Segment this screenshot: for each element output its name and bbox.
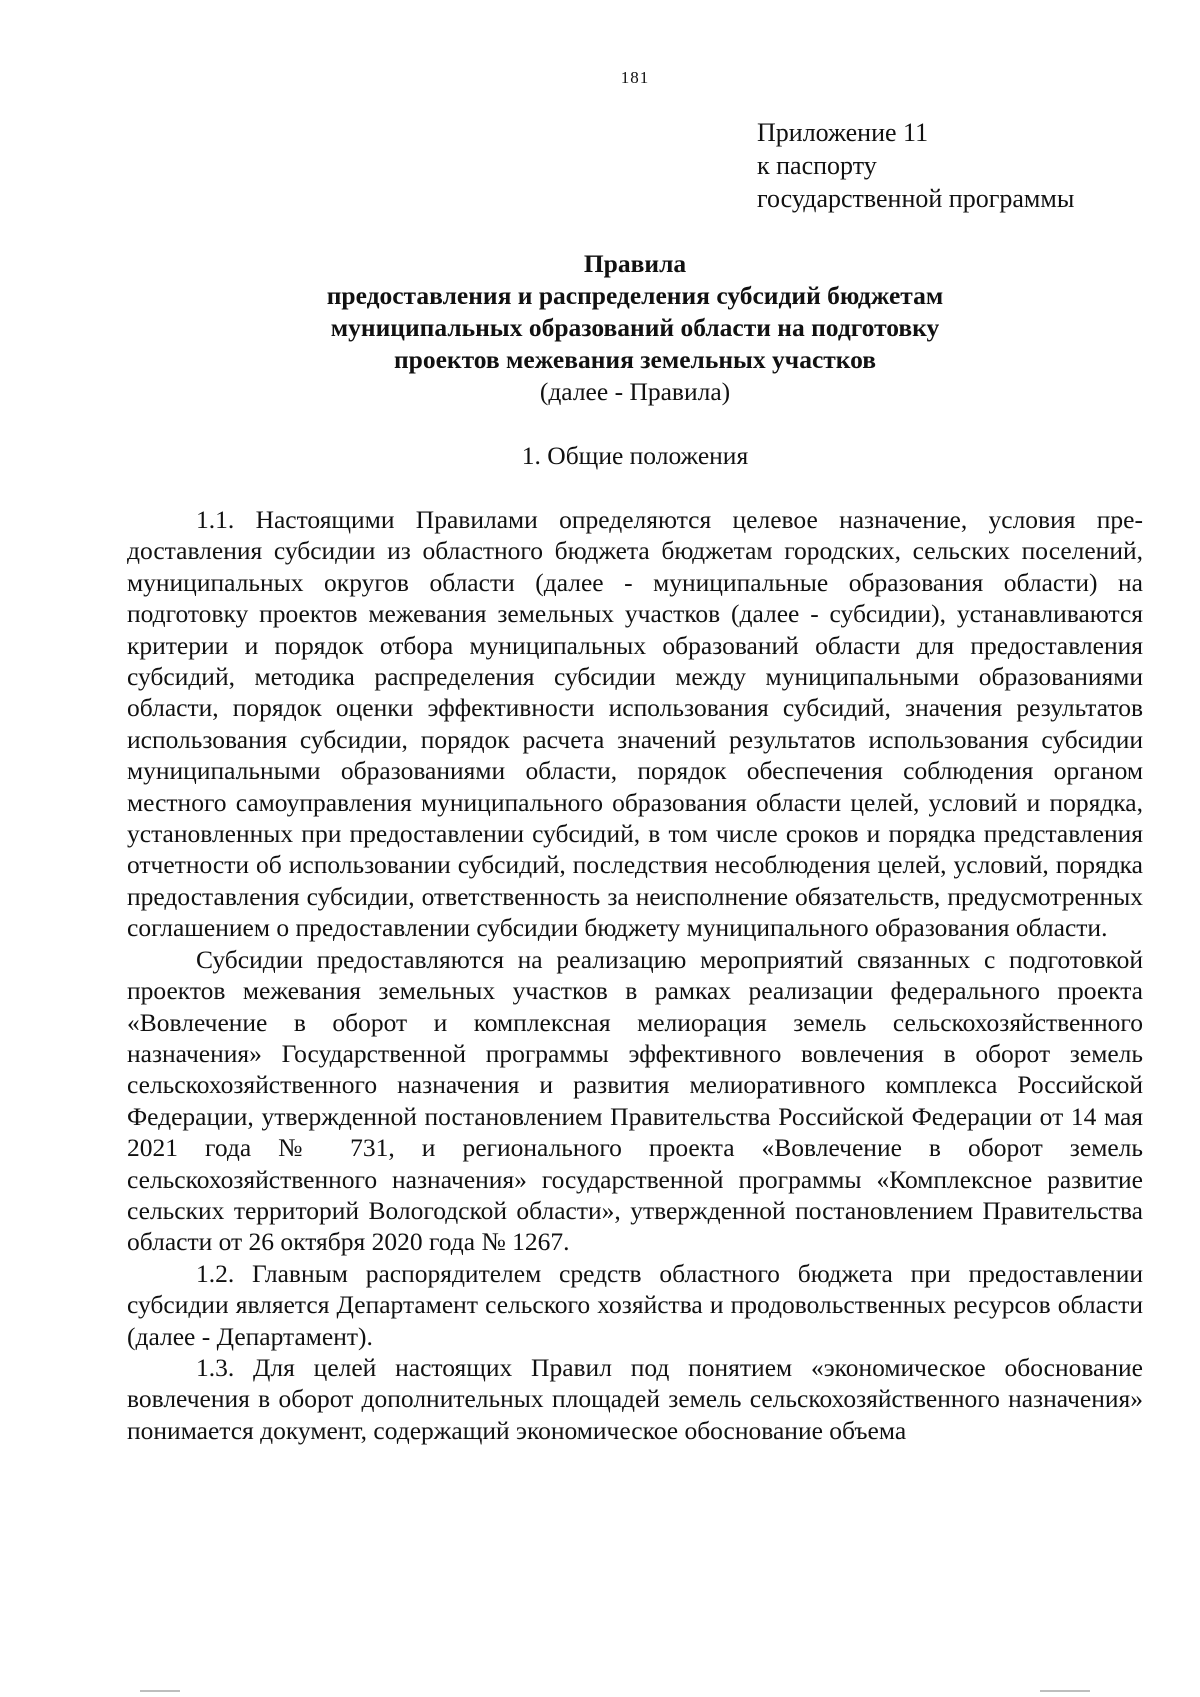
title-line-3: муниципальных образований области на подготовку	[330, 313, 940, 342]
title-line-2: предоставления и распределения субсидий бюджетам	[326, 281, 944, 310]
scan-artifact-right	[1040, 1690, 1090, 1692]
paragraph-1-1: 1.1. Настоящими Правилами определяются целевое назначение, условия предоставления субсидии из областного бюджета бюджетам городских, сельских поселений, муниципальных округов области (далее - муниципальные образования области) на подготовку проектов межевания земельных участков (далее - субсидии), устанавливаются критерии и порядок отбора муниципальных образований области для предоставления субсидий, методика распределения субсидии между муниципальными образованиями области, порядок оценки эффективности использования субсидий, значения результатов использования субсидии, порядок расчета значений результатов использования субсидии муниципальными образованиями области, порядок обеспечения соблюдения органом местного самоуправления муниципального образования области целей, условий и порядка, установленных при предоставлении субсидий, в том числе сроков и порядка представления отчетности об использовании субсидий, последствия несоблюдения целей, условий, порядка предоставления субсидии, ответственность за неисполнение обязательств, предусмотренных соглашением о предоставлении субсидии бюджету муниципального образования области.	[127, 505, 1143, 943]
title-line-1: Правила	[583, 249, 687, 278]
title-line-4: проектов межевания земельных участков	[393, 345, 877, 374]
document-title	[120, 248, 1150, 408]
appendix-note	[757, 116, 1074, 215]
page-number: 181	[620, 68, 650, 87]
paragraph-1-2: 1.2. Главным распорядителем средств областного бюджета при предоставлении субсидии является Департамент сельского хозяйства и продовольственных ресурсов области (далее - Департамент).	[127, 1258, 1143, 1351]
title-line-5: (далее - Правила)	[539, 377, 731, 406]
paragraph-subsidies: Субсидии предоставляются на реализацию мероприятий связанных с подготовкой проектов межевания земельных участков в рамках реализации федерального проекта «Вовлечение в оборот и комплексная мелиорация земель сельскохозяйственного назначения» Государственной программы эффективного вовлечения в оборот земель сельскохозяйственного назначения и развития мелиоративного комплекса Российской Федерации, утвержденной постановлением Правительства Российской Федерации от 14 мая 2021 года № 731, и регионального проекта «Вовлечение в оборот земель сельскохозяйственного назначения» государственной программы «Комплексное развитие сельских территорий Вологодской области», утвержденной постановлением Правительства области от 26 октября 2020 года № 1267.	[127, 944, 1143, 1257]
appendix-line-3: государственной программы	[757, 184, 1075, 213]
appendix-line-2: к паспорту	[757, 151, 877, 180]
scan-artifact-left	[140, 1690, 180, 1692]
paragraph-1-3: 1.3. Для целей настоящих Правил под понятием «экономическое обоснование вовлечения в оборот дополнительных площадей земель сельскохозяйственного назначения» понимается документ, содержащий экономическое обоснование объема	[127, 1352, 1143, 1445]
appendix-line-1: Приложение 11	[757, 118, 929, 147]
section-heading: 1. Общие положения	[521, 441, 749, 470]
body-text	[127, 504, 1143, 1446]
